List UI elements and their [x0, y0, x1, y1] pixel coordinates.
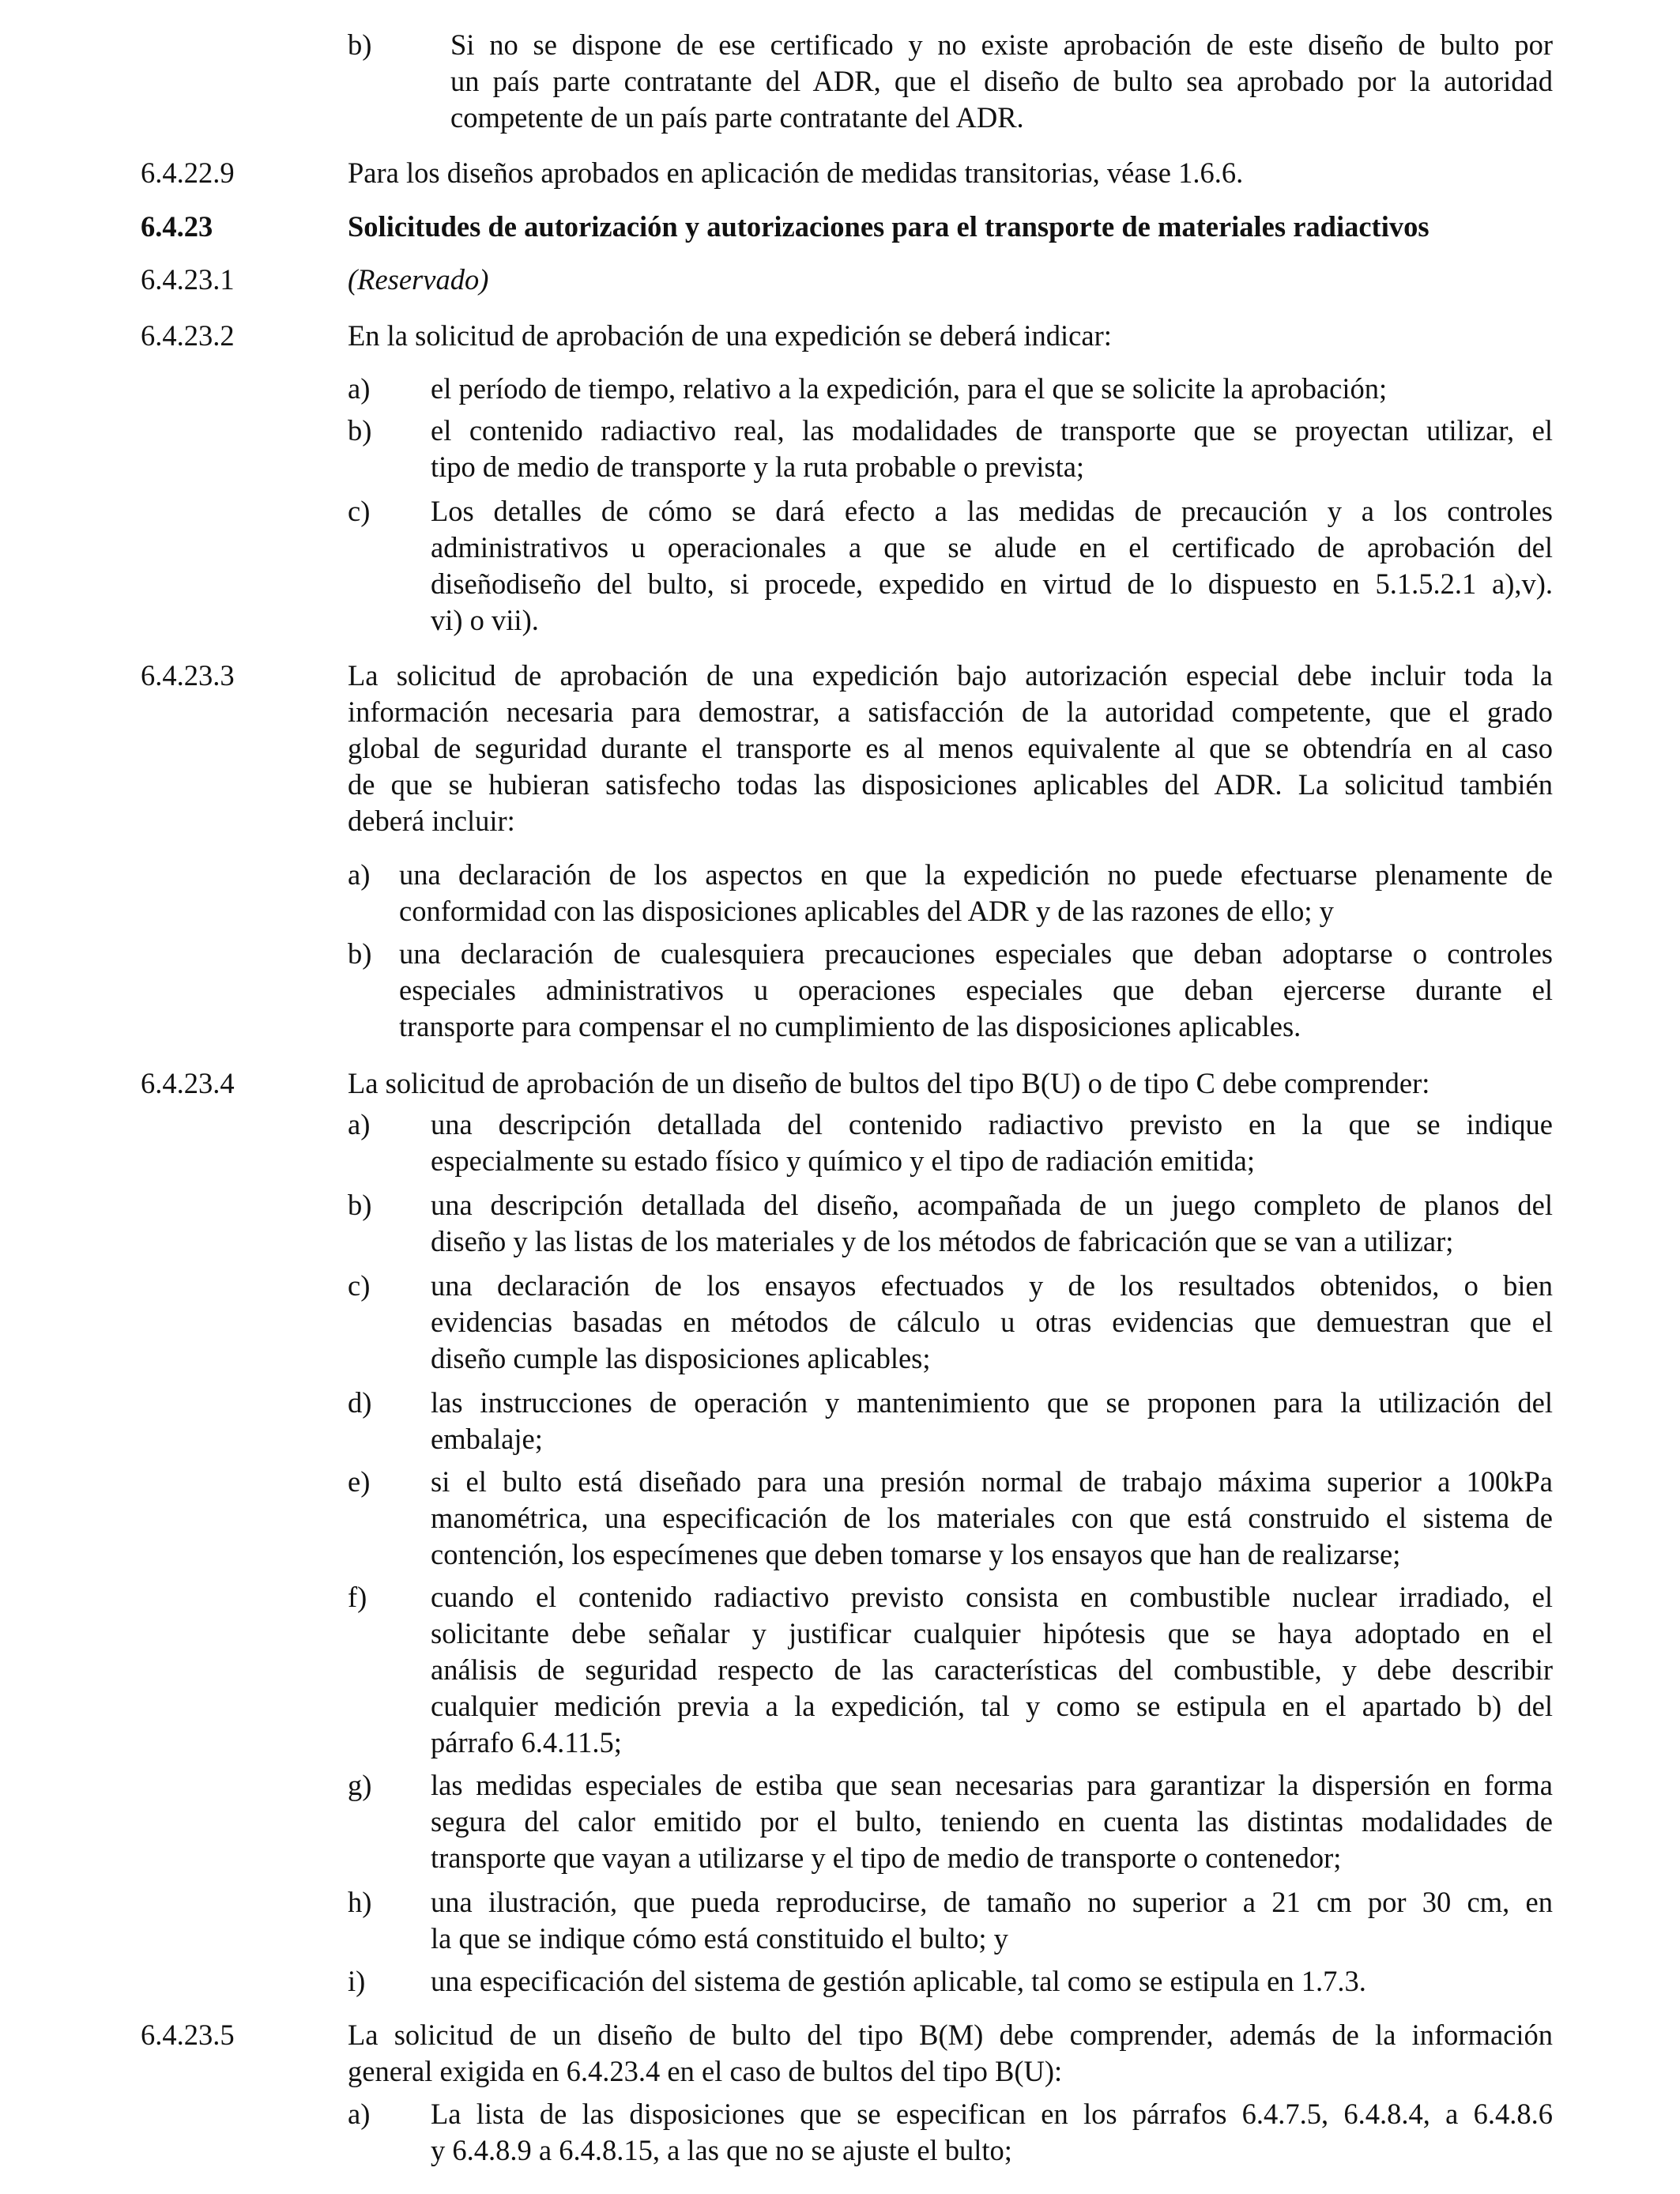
item-text: La lista de las disposiciones que se especifican en los párrafos 6.4.7.5, 6.4.8.4, a 6.4.8.6 — [431, 2098, 1553, 2130]
section-text: global de seguridad durante el transporte es al menos equivalente al que se obtendría en al caso — [348, 732, 1553, 764]
section-number: 6.4.23.4 — [141, 1067, 235, 1099]
item-marker: a) — [348, 1108, 371, 1140]
section-number: 6.4.23.3 — [141, 659, 235, 692]
item-text: manométrica, una especificación de los materiales con que está construido el sistema de — [431, 1502, 1553, 1534]
section-text: La solicitud de aprobación de una expedición bajo autorización especial debe incluir toda la — [348, 659, 1553, 692]
item-marker: b) — [348, 28, 372, 61]
item-marker: h) — [348, 1886, 372, 1918]
item-text: una declaración de cualesquiera precauciones especiales que deban adoptarse o controles — [399, 937, 1553, 970]
item-text: tipo de medio de transporte y la ruta probable o prevista; — [431, 450, 1085, 483]
item-marker: f) — [348, 1581, 367, 1613]
item-marker: d) — [348, 1386, 372, 1419]
section-text: general exigida en 6.4.23.4 en el caso de bultos del tipo B(U): — [348, 2055, 1063, 2087]
item-text: cualquier medición previa a la expedición, tal y como se estipula en el apartado b) del — [431, 1690, 1553, 1722]
item-text: el contenido radiactivo real, las modalidades de transporte que se proyectan utilizar, el — [431, 414, 1553, 447]
section-text: La solicitud de un diseño de bulto del tipo B(M) debe comprender, además de la información — [348, 2019, 1553, 2051]
item-text: una ilustración, que pueda reproducirse, de tamaño no superior a 21 cm por 30 cm, en — [431, 1886, 1553, 1918]
item-text: el período de tiempo, relativo a la expedición, para el que se solicite la aprobación; — [431, 372, 1388, 405]
item-text: una especificación del sistema de gestión aplicable, tal como se estipula en 1.7.3. — [431, 1965, 1366, 1997]
item-marker: g) — [348, 1769, 372, 1801]
item-text: cuando el contenido radiactivo previsto consista en combustible nuclear irradiado, el — [431, 1581, 1553, 1613]
text-line: un país parte contratante del ADR, que el diseño de bulto sea aprobado por la autoridad — [450, 65, 1553, 97]
item-marker: e) — [348, 1465, 371, 1498]
item-text: una descripción detallada del diseño, acompañada de un juego completo de planos del — [431, 1189, 1553, 1221]
section-number: 6.4.23.5 — [141, 2019, 235, 2051]
section-text: deberá incluir: — [348, 805, 515, 837]
item-text: diseño cumple las disposiciones aplicables; — [431, 1342, 931, 1374]
item-marker: c) — [348, 495, 371, 527]
item-text: y 6.4.8.9 a 6.4.8.15, a las que no se ajuste el bulto; — [431, 2134, 1012, 2166]
text-line: Si no se dispone de ese certificado y no existe aprobación de este diseño de bulto por — [450, 28, 1553, 61]
item-text: diseñodiseño del bulto, si procede, expedido en virtud de lo dispuesto en 5.1.5.2.1 a),v). — [431, 567, 1553, 600]
section-text: de que se hubieran satisfecho todas las disposiciones aplicables del ADR. La solicitud también — [348, 768, 1553, 801]
item-text: embalaje; — [431, 1423, 543, 1455]
section-number: 6.4.23.2 — [141, 319, 235, 352]
item-text: análisis de seguridad respecto de las características del combustible, y debe describir — [431, 1653, 1553, 1686]
item-text: párrafo 6.4.11.5; — [431, 1726, 622, 1759]
item-text: las instrucciones de operación y mantenimiento que se proponen para la utilización del — [431, 1386, 1553, 1419]
item-text: las medidas especiales de estiba que sean necesarias para garantizar la dispersión en forma — [431, 1769, 1553, 1801]
item-text: administrativos u operacionales a que se alude en el certificado de aprobación del — [431, 531, 1553, 564]
item-text: Los detalles de cómo se dará efecto a las medidas de precaución y a los controles — [431, 495, 1553, 527]
item-text: transporte para compensar el no cumplimiento de las disposiciones aplicables. — [399, 1010, 1301, 1042]
section-heading-title: Solicitudes de autorización y autorizaciones para el transporte de materiales radiactivos — [348, 210, 1430, 243]
item-marker: b) — [348, 414, 372, 447]
item-text: diseño y las listas de los materiales y de los métodos de fabricación que se van a utilizar; — [431, 1225, 1454, 1257]
section-text: (Reservado) — [348, 263, 489, 296]
item-text: contención, los especímenes que deben tomarse y los ensayos que han de realizarse; — [431, 1538, 1401, 1570]
section-number: 6.4.22.9 — [141, 156, 235, 189]
item-marker: a) — [348, 2098, 371, 2130]
item-text: la que se indique cómo está constituido el bulto; y — [431, 1922, 1008, 1955]
item-text: una descripción detallada del contenido radiactivo previsto en la que se indique — [431, 1108, 1553, 1140]
item-marker: a) — [348, 372, 371, 405]
item-text: una declaración de los aspectos en que la expedición no puede efectuarse plenamente de — [399, 858, 1553, 891]
item-text: solicitante debe señalar y justificar cualquier hipótesis que se haya adoptado en el — [431, 1617, 1553, 1649]
section-number: 6.4.23.1 — [141, 263, 235, 296]
item-marker: i) — [348, 1965, 366, 1997]
item-text: especiales administrativos u operaciones especiales que deban ejercerse durante el — [399, 974, 1553, 1006]
section-text: Para los diseños aprobados en aplicación de medidas transitorias, véase 1.6.6. — [348, 156, 1244, 189]
item-text: evidencias basadas en métodos de cálculo u otras evidencias que demuestran que el — [431, 1306, 1553, 1338]
section-intro: En la solicitud de aprobación de una expedición se deberá indicar: — [348, 319, 1112, 352]
section-text: información necesaria para demostrar, a satisfacción de la autoridad competente, que el grado — [348, 696, 1553, 728]
item-marker: a) — [348, 858, 371, 891]
item-text: una declaración de los ensayos efectuados y de los resultados obtenidos, o bien — [431, 1269, 1553, 1302]
item-marker: c) — [348, 1269, 371, 1302]
item-marker: b) — [348, 937, 372, 970]
item-text: especialmente su estado físico y químico y el tipo de radiación emitida; — [431, 1144, 1255, 1177]
item-text: transporte que vayan a utilizarse y el tipo de medio de transporte o contenedor; — [431, 1842, 1342, 1874]
item-text: conformidad con las disposiciones aplicables del ADR y de las razones de ello; y — [399, 895, 1334, 927]
item-marker: b) — [348, 1189, 372, 1221]
section-intro: La solicitud de aprobación de un diseño de bultos del tipo B(U) o de tipo C debe comprender: — [348, 1067, 1430, 1099]
item-text: segura del calor emitido por el bulto, teniendo en cuenta las distintas modalidades de — [431, 1805, 1553, 1838]
section-heading-number: 6.4.23 — [141, 210, 213, 243]
item-text: vi) o vii). — [431, 604, 539, 636]
text-line: competente de un país parte contratante del ADR. — [450, 101, 1024, 134]
item-text: si el bulto está diseñado para una presión normal de trabajo máxima superior a 100kPa — [431, 1465, 1553, 1498]
